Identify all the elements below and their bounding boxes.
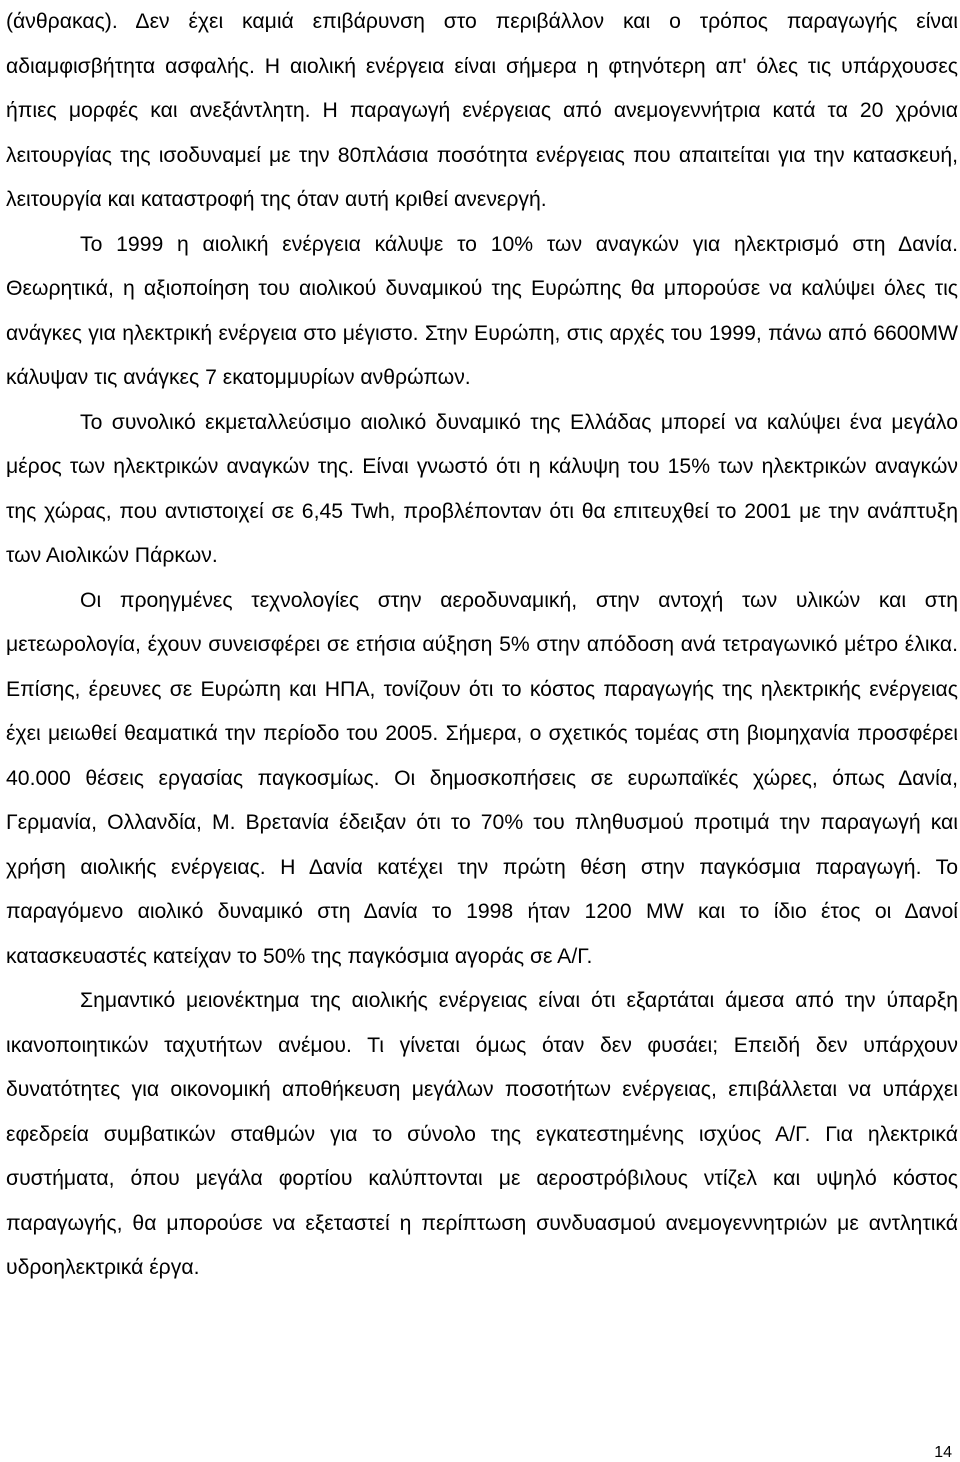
- paragraph-1: (άνθρακας). Δεν έχει καμιά επιβάρυνση στο περιβάλλον και ο τρόπος παραγωγής είναι αδιαμφισβήτητα ασφαλής. Η αιολική ενέργεια είναι σήμερα η φτηνότερη απ' όλες τις υπάρχουσες ήπιες μορφές και ανεξάντλητη. Η παραγωγή ενέργειας από ανεμογεννήτρια κατά τα 20 χρόνια λειτουργίας της ισοδυναμεί με την 80πλάσια ποσότητα ενέργειας που απαιτείται για την κατασκευή, λειτουργία και καταστροφή της όταν αυτή κριθεί ανενεργή.: [6, 10, 958, 211]
- paragraph-4: Οι προηγμένες τεχνολογίες στην αεροδυναμική, στην αντοχή των υλικών και στη μετεωρολογία, έχουν συνεισφέρει σε ετήσια αύξηση 5% στην απόδοση ανά τετραγωνικό μέτρο έλικα. Επίσης, έρευνες σε Ευρώπη και ΗΠΑ, τονίζουν ότι το κόστος παραγωγής της ηλεκτρικής ενέργειας έχει μειωθεί θεαματικά την περίοδο του 2005. Σήμερα, ο σχετικός τομέας στη βιομηχανία προσφέρει 40.000 θέσεις εργασίας παγκοσμίως. Οι δημοσκοπήσεις σε ευρωπαϊκές χώρες, όπως Δανία, Γερμανία, Ολλανδία, Μ. Βρετανία έδειξαν ότι το 70% του πληθυσμού προτιμά την παραγωγή και χρήση αιολικής ενέργειας. Η Δανία κατέχει την πρώτη θέση στην παγκόσμια παραγωγή. Το παραγόμενο αιολικό δυναμικό στη Δανία το 1998 ήταν 1200 MW και το ίδιο έτος οι Δανοί κατασκευαστές κατείχαν το 50% της παγκόσμια αγοράς σε Α/Γ.: [6, 588, 958, 968]
- body-text: [6, 0, 958, 1291]
- paragraph-2: Το 1999 η αιολική ενέργεια κάλυψε το 10% των αναγκών για ηλεκτρισμό στη Δανία. Θεωρητικά, η αξιοποίηση του αιολικού δυναμικού της Ευρώπης θα μπορούσε να καλύψει όλες τις ανάγκες για ηλεκτρική ενέργεια στο μέγιστο. Στην Ευρώπη, στις αρχές του 1999, πάνω από 6600MW κάλυψαν τις ανάγκες 7 εκατομμυρίων ανθρώπων.: [6, 232, 958, 389]
- page-number: 14: [934, 1444, 952, 1461]
- paragraph-5: Σημαντικό μειονέκτημα της αιολικής ενέργειας είναι ότι εξαρτάται άμεσα από την ύπαρξη ικανοποιητικών ταχυτήτων ανέμου. Τι γίνεται όμως όταν δεν φυσάει; Επειδή δεν υπάρχουν δυνατότητες για οικονομική αποθήκευση μεγάλων ποσοτήτων ενέργειας, επιβάλλεται να υπάρχει εφεδρεία συμβατικών σταθμών για το σύνολο της εγκατεστημένης ισχύος Α/Γ. Για ηλεκτρικά συστήματα, όπου μεγάλα φορτίου καλύπτονται με αεροστρόβιλους ντίζελ και υψηλό κόστος παραγωγής, θα μπορούσε να εξεταστεί η περίπτωση συνδυασμού ανεμογεννητριών με αντλητικά υδροηλεκτρικά έργα.: [6, 989, 958, 1279]
- paragraph-3: Το συνολικό εκμεταλλεύσιμο αιολικό δυναμικό της Ελλάδας μπορεί να καλύψει ένα μεγάλο μέρος των ηλεκτρικών αναγκών της. Είναι γνωστό ότι η κάλυψη του 15% των ηλεκτρικών αναγκών της χώρας, που αντιστοιχεί σε 6,45 Twh, προβλέπονταν ότι θα επιτευχθεί το 2001 με την ανάπτυξη των Αιολικών Πάρκων.: [6, 410, 958, 567]
